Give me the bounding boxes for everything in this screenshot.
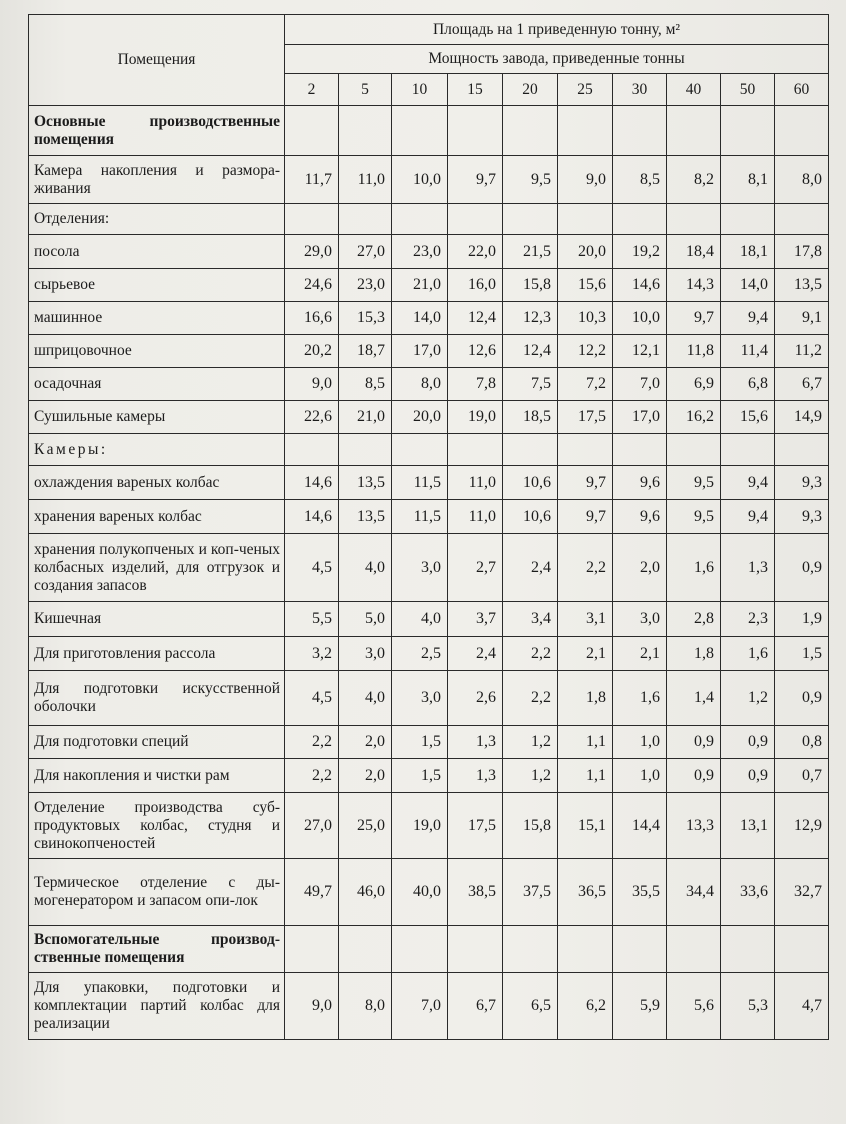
value-cell: 13,5 <box>339 466 392 500</box>
value-cell <box>448 434 503 466</box>
value-cell: 15,3 <box>339 302 392 335</box>
value-cell: 1,0 <box>613 726 667 759</box>
value-cell: 3,2 <box>285 637 339 671</box>
value-cell: 10,0 <box>613 302 667 335</box>
row-label: Для накопления и чистки рам <box>29 759 285 793</box>
value-cell <box>339 926 392 973</box>
value-cell: 3,0 <box>392 534 448 602</box>
value-cell: 8,1 <box>721 156 775 204</box>
value-cell: 6,8 <box>721 368 775 401</box>
value-cell: 14,4 <box>613 793 667 859</box>
value-cell: 2,4 <box>503 534 558 602</box>
value-cell: 13,5 <box>339 500 392 534</box>
row-label: посола <box>29 235 285 269</box>
value-cell: 11,5 <box>392 466 448 500</box>
value-cell: 9,0 <box>285 973 339 1040</box>
value-cell: 9,6 <box>613 500 667 534</box>
row-label: охлаждения вареных колбас <box>29 466 285 500</box>
value-cell: 16,0 <box>448 269 503 302</box>
value-cell: 25,0 <box>339 793 392 859</box>
table-row <box>29 368 829 401</box>
value-cell: 14,0 <box>392 302 448 335</box>
value-cell: 12,1 <box>613 335 667 368</box>
value-cell: 23,0 <box>392 235 448 269</box>
value-cell: 2,0 <box>613 534 667 602</box>
capacity-cell: 5 <box>339 74 392 106</box>
value-cell: 1,8 <box>667 637 721 671</box>
value-cell: 3,0 <box>392 671 448 726</box>
value-cell: 3,4 <box>503 602 558 637</box>
row-label: Отделения: <box>29 204 285 235</box>
row-label: сырьевое <box>29 269 285 302</box>
value-cell: 9,5 <box>667 500 721 534</box>
value-cell <box>775 434 829 466</box>
value-cell: 5,5 <box>285 602 339 637</box>
value-cell: 6,9 <box>667 368 721 401</box>
value-cell <box>392 926 448 973</box>
value-cell <box>503 106 558 156</box>
value-cell: 15,8 <box>503 793 558 859</box>
value-cell: 9,3 <box>775 500 829 534</box>
value-cell: 2,2 <box>558 534 613 602</box>
capacity-cell: 10 <box>392 74 448 106</box>
value-cell: 9,7 <box>448 156 503 204</box>
row-label: Для упаковки, подготовки и комплектации партий колбас для реализации <box>29 973 285 1040</box>
value-cell <box>721 926 775 973</box>
row-label: Для подготовки искусственной оболочки <box>29 671 285 726</box>
table-row <box>29 466 829 500</box>
value-cell: 1,4 <box>667 671 721 726</box>
value-cell: 17,5 <box>448 793 503 859</box>
value-cell: 12,4 <box>448 302 503 335</box>
value-cell: 24,6 <box>285 269 339 302</box>
value-cell <box>448 106 503 156</box>
value-cell: 1,3 <box>448 726 503 759</box>
value-cell: 2,2 <box>285 759 339 793</box>
value-cell: 38,5 <box>448 859 503 926</box>
value-cell <box>721 204 775 235</box>
value-cell: 22,6 <box>285 401 339 434</box>
value-cell: 2,7 <box>448 534 503 602</box>
value-cell <box>667 434 721 466</box>
value-cell <box>392 106 448 156</box>
capacity-cell: 15 <box>448 74 503 106</box>
value-cell <box>775 926 829 973</box>
value-cell: 1,0 <box>613 759 667 793</box>
value-cell: 7,0 <box>392 973 448 1040</box>
value-cell <box>339 434 392 466</box>
value-cell: 5,3 <box>721 973 775 1040</box>
table-row <box>29 204 829 235</box>
value-cell: 11,0 <box>448 500 503 534</box>
value-cell: 6,7 <box>775 368 829 401</box>
value-cell <box>392 434 448 466</box>
value-cell <box>667 926 721 973</box>
value-cell: 11,0 <box>339 156 392 204</box>
capacity-cell: 20 <box>503 74 558 106</box>
value-cell: 10,0 <box>392 156 448 204</box>
row-label: хранения полукопченых и коп-ченых колбасных изделий, для отгрузок и создания запасов <box>29 534 285 602</box>
value-cell: 1,6 <box>613 671 667 726</box>
value-cell: 12,4 <box>503 335 558 368</box>
value-cell: 1,1 <box>558 759 613 793</box>
value-cell: 11,5 <box>392 500 448 534</box>
value-cell <box>667 204 721 235</box>
value-cell: 9,4 <box>721 500 775 534</box>
value-cell: 3,0 <box>613 602 667 637</box>
value-cell: 19,0 <box>392 793 448 859</box>
area-norms-table <box>28 14 829 1040</box>
value-cell: 5,6 <box>667 973 721 1040</box>
value-cell: 9,0 <box>285 368 339 401</box>
value-cell: 1,5 <box>392 759 448 793</box>
value-cell: 1,2 <box>503 759 558 793</box>
value-cell: 33,6 <box>721 859 775 926</box>
value-cell: 14,6 <box>613 269 667 302</box>
value-cell <box>721 434 775 466</box>
value-cell: 6,2 <box>558 973 613 1040</box>
value-cell: 1,3 <box>721 534 775 602</box>
value-cell: 20,2 <box>285 335 339 368</box>
value-cell: 2,2 <box>503 637 558 671</box>
row-label: осадочная <box>29 368 285 401</box>
value-cell <box>285 204 339 235</box>
value-cell <box>667 106 721 156</box>
value-cell: 22,0 <box>448 235 503 269</box>
value-cell: 13,1 <box>721 793 775 859</box>
value-cell: 15,6 <box>721 401 775 434</box>
value-cell: 2,3 <box>721 602 775 637</box>
table-row <box>29 434 829 466</box>
value-cell: 6,5 <box>503 973 558 1040</box>
value-cell: 17,8 <box>775 235 829 269</box>
value-cell: 1,6 <box>667 534 721 602</box>
value-cell: 2,5 <box>392 637 448 671</box>
table-row <box>29 534 829 602</box>
value-cell: 2,8 <box>667 602 721 637</box>
value-cell: 18,4 <box>667 235 721 269</box>
value-cell: 11,2 <box>775 335 829 368</box>
value-cell: 1,2 <box>721 671 775 726</box>
value-cell: 10,6 <box>503 466 558 500</box>
value-cell: 2,2 <box>503 671 558 726</box>
value-cell: 9,4 <box>721 302 775 335</box>
value-cell: 14,0 <box>721 269 775 302</box>
value-cell <box>448 204 503 235</box>
value-cell: 15,8 <box>503 269 558 302</box>
value-cell: 1,2 <box>503 726 558 759</box>
row-label: машинное <box>29 302 285 335</box>
row-label: Кишечная <box>29 602 285 637</box>
value-cell <box>775 204 829 235</box>
value-cell: 7,0 <box>613 368 667 401</box>
value-cell <box>558 204 613 235</box>
value-cell: 3,0 <box>339 637 392 671</box>
value-cell <box>285 926 339 973</box>
value-cell: 4,0 <box>392 602 448 637</box>
value-cell: 9,1 <box>775 302 829 335</box>
value-cell: 17,5 <box>558 401 613 434</box>
value-cell: 18,7 <box>339 335 392 368</box>
value-cell: 0,9 <box>721 759 775 793</box>
value-cell: 10,3 <box>558 302 613 335</box>
value-cell: 1,3 <box>448 759 503 793</box>
value-cell: 9,4 <box>721 466 775 500</box>
table-row <box>29 335 829 368</box>
capacity-cell: 40 <box>667 74 721 106</box>
value-cell: 11,4 <box>721 335 775 368</box>
value-cell: 23,0 <box>339 269 392 302</box>
table-row <box>29 106 829 156</box>
row-label: Термическое отделение с ды-могенератором и запасом опи-лок <box>29 859 285 926</box>
value-cell: 46,0 <box>339 859 392 926</box>
table-row <box>29 401 829 434</box>
value-cell: 7,2 <box>558 368 613 401</box>
value-cell: 6,7 <box>448 973 503 1040</box>
value-cell: 0,9 <box>721 726 775 759</box>
rooms-header: Помещения <box>29 15 285 106</box>
row-label: хранения вареных колбас <box>29 500 285 534</box>
value-cell <box>613 926 667 973</box>
value-cell: 8,0 <box>392 368 448 401</box>
value-cell: 0,9 <box>775 671 829 726</box>
capacity-cell: 50 <box>721 74 775 106</box>
value-cell <box>448 926 503 973</box>
value-cell <box>285 434 339 466</box>
table-row <box>29 973 829 1040</box>
value-cell: 8,0 <box>775 156 829 204</box>
value-cell: 20,0 <box>392 401 448 434</box>
value-cell: 12,6 <box>448 335 503 368</box>
value-cell: 8,0 <box>339 973 392 1040</box>
value-cell: 9,5 <box>503 156 558 204</box>
table-row <box>29 759 829 793</box>
value-cell: 13,3 <box>667 793 721 859</box>
row-label: Сушильные камеры <box>29 401 285 434</box>
value-cell: 11,8 <box>667 335 721 368</box>
value-cell: 8,5 <box>339 368 392 401</box>
value-cell: 34,4 <box>667 859 721 926</box>
value-cell: 17,0 <box>392 335 448 368</box>
value-cell: 9,7 <box>558 466 613 500</box>
header-row-area <box>29 15 829 45</box>
value-cell: 36,5 <box>558 859 613 926</box>
area-header: Площадь на 1 приведенную тонну, м² <box>285 15 829 45</box>
table-row <box>29 235 829 269</box>
capacity-cell: 60 <box>775 74 829 106</box>
value-cell: 20,0 <box>558 235 613 269</box>
value-cell: 5,0 <box>339 602 392 637</box>
value-cell: 8,2 <box>667 156 721 204</box>
table-row <box>29 500 829 534</box>
value-cell: 27,0 <box>285 793 339 859</box>
value-cell: 4,5 <box>285 534 339 602</box>
value-cell: 8,5 <box>613 156 667 204</box>
value-cell: 2,0 <box>339 759 392 793</box>
value-cell: 2,6 <box>448 671 503 726</box>
value-cell: 4,7 <box>775 973 829 1040</box>
value-cell: 0,9 <box>775 534 829 602</box>
row-label: Для приготовления рассола <box>29 637 285 671</box>
table-row <box>29 793 829 859</box>
row-label: Камеры: <box>29 434 285 466</box>
value-cell: 1,5 <box>775 637 829 671</box>
value-cell: 14,6 <box>285 466 339 500</box>
value-cell: 11,0 <box>448 466 503 500</box>
value-cell <box>613 106 667 156</box>
value-cell: 2,1 <box>558 637 613 671</box>
value-cell <box>558 106 613 156</box>
value-cell: 1,9 <box>775 602 829 637</box>
value-cell: 14,9 <box>775 401 829 434</box>
value-cell: 37,5 <box>503 859 558 926</box>
table-row <box>29 637 829 671</box>
row-label: Основные производственные помещения <box>29 106 285 156</box>
value-cell: 2,0 <box>339 726 392 759</box>
value-cell: 14,3 <box>667 269 721 302</box>
value-cell: 27,0 <box>339 235 392 269</box>
value-cell: 12,2 <box>558 335 613 368</box>
value-cell: 29,0 <box>285 235 339 269</box>
row-label: Отделение производства суб-продуктовых колбас, студня и свинокопченостей <box>29 793 285 859</box>
value-cell: 5,9 <box>613 973 667 1040</box>
value-cell: 0,9 <box>667 726 721 759</box>
value-cell <box>392 204 448 235</box>
value-cell: 9,7 <box>558 500 613 534</box>
row-label: Камера накопления и размора-живания <box>29 156 285 204</box>
value-cell: 7,8 <box>448 368 503 401</box>
value-cell: 18,5 <box>503 401 558 434</box>
value-cell: 12,3 <box>503 302 558 335</box>
value-cell <box>775 106 829 156</box>
row-label: Для подготовки специй <box>29 726 285 759</box>
value-cell: 14,6 <box>285 500 339 534</box>
value-cell: 0,9 <box>667 759 721 793</box>
value-cell: 16,2 <box>667 401 721 434</box>
value-cell: 2,2 <box>285 726 339 759</box>
value-cell: 9,0 <box>558 156 613 204</box>
value-cell: 0,8 <box>775 726 829 759</box>
value-cell: 3,1 <box>558 602 613 637</box>
value-cell <box>339 204 392 235</box>
table-row <box>29 269 829 302</box>
capacity-cell: 25 <box>558 74 613 106</box>
value-cell: 18,1 <box>721 235 775 269</box>
value-cell: 16,6 <box>285 302 339 335</box>
table-row <box>29 302 829 335</box>
value-cell: 3,7 <box>448 602 503 637</box>
value-cell: 21,0 <box>392 269 448 302</box>
value-cell: 17,0 <box>613 401 667 434</box>
table-row <box>29 156 829 204</box>
value-cell: 32,7 <box>775 859 829 926</box>
value-cell: 2,4 <box>448 637 503 671</box>
value-cell: 1,8 <box>558 671 613 726</box>
value-cell <box>503 434 558 466</box>
value-cell: 2,1 <box>613 637 667 671</box>
value-cell: 13,5 <box>775 269 829 302</box>
table-row <box>29 602 829 637</box>
value-cell: 21,0 <box>339 401 392 434</box>
value-cell: 40,0 <box>392 859 448 926</box>
value-cell <box>503 204 558 235</box>
capacity-header: Мощность завода, приведенные тонны <box>285 45 829 74</box>
row-label: шприцовочное <box>29 335 285 368</box>
value-cell: 7,5 <box>503 368 558 401</box>
value-cell <box>721 106 775 156</box>
value-cell <box>339 106 392 156</box>
value-cell: 10,6 <box>503 500 558 534</box>
capacity-cell: 2 <box>285 74 339 106</box>
value-cell <box>503 926 558 973</box>
value-cell: 12,9 <box>775 793 829 859</box>
value-cell: 4,5 <box>285 671 339 726</box>
value-cell: 15,1 <box>558 793 613 859</box>
value-cell: 4,0 <box>339 671 392 726</box>
value-cell: 19,2 <box>613 235 667 269</box>
value-cell: 35,5 <box>613 859 667 926</box>
value-cell: 1,1 <box>558 726 613 759</box>
value-cell <box>558 926 613 973</box>
value-cell: 9,7 <box>667 302 721 335</box>
value-cell <box>558 434 613 466</box>
value-cell: 9,6 <box>613 466 667 500</box>
value-cell: 15,6 <box>558 269 613 302</box>
value-cell <box>613 434 667 466</box>
value-cell <box>285 106 339 156</box>
value-cell: 9,5 <box>667 466 721 500</box>
value-cell: 21,5 <box>503 235 558 269</box>
value-cell: 19,0 <box>448 401 503 434</box>
value-cell: 9,3 <box>775 466 829 500</box>
value-cell: 11,7 <box>285 156 339 204</box>
capacity-cell: 30 <box>613 74 667 106</box>
table-row <box>29 671 829 726</box>
value-cell: 4,0 <box>339 534 392 602</box>
value-cell: 49,7 <box>285 859 339 926</box>
value-cell: 0,7 <box>775 759 829 793</box>
value-cell: 1,5 <box>392 726 448 759</box>
table-row <box>29 726 829 759</box>
table-row <box>29 859 829 926</box>
value-cell: 1,6 <box>721 637 775 671</box>
table-row <box>29 926 829 973</box>
value-cell <box>613 204 667 235</box>
row-label: Вспомогательные производ-ственные помещения <box>29 926 285 973</box>
